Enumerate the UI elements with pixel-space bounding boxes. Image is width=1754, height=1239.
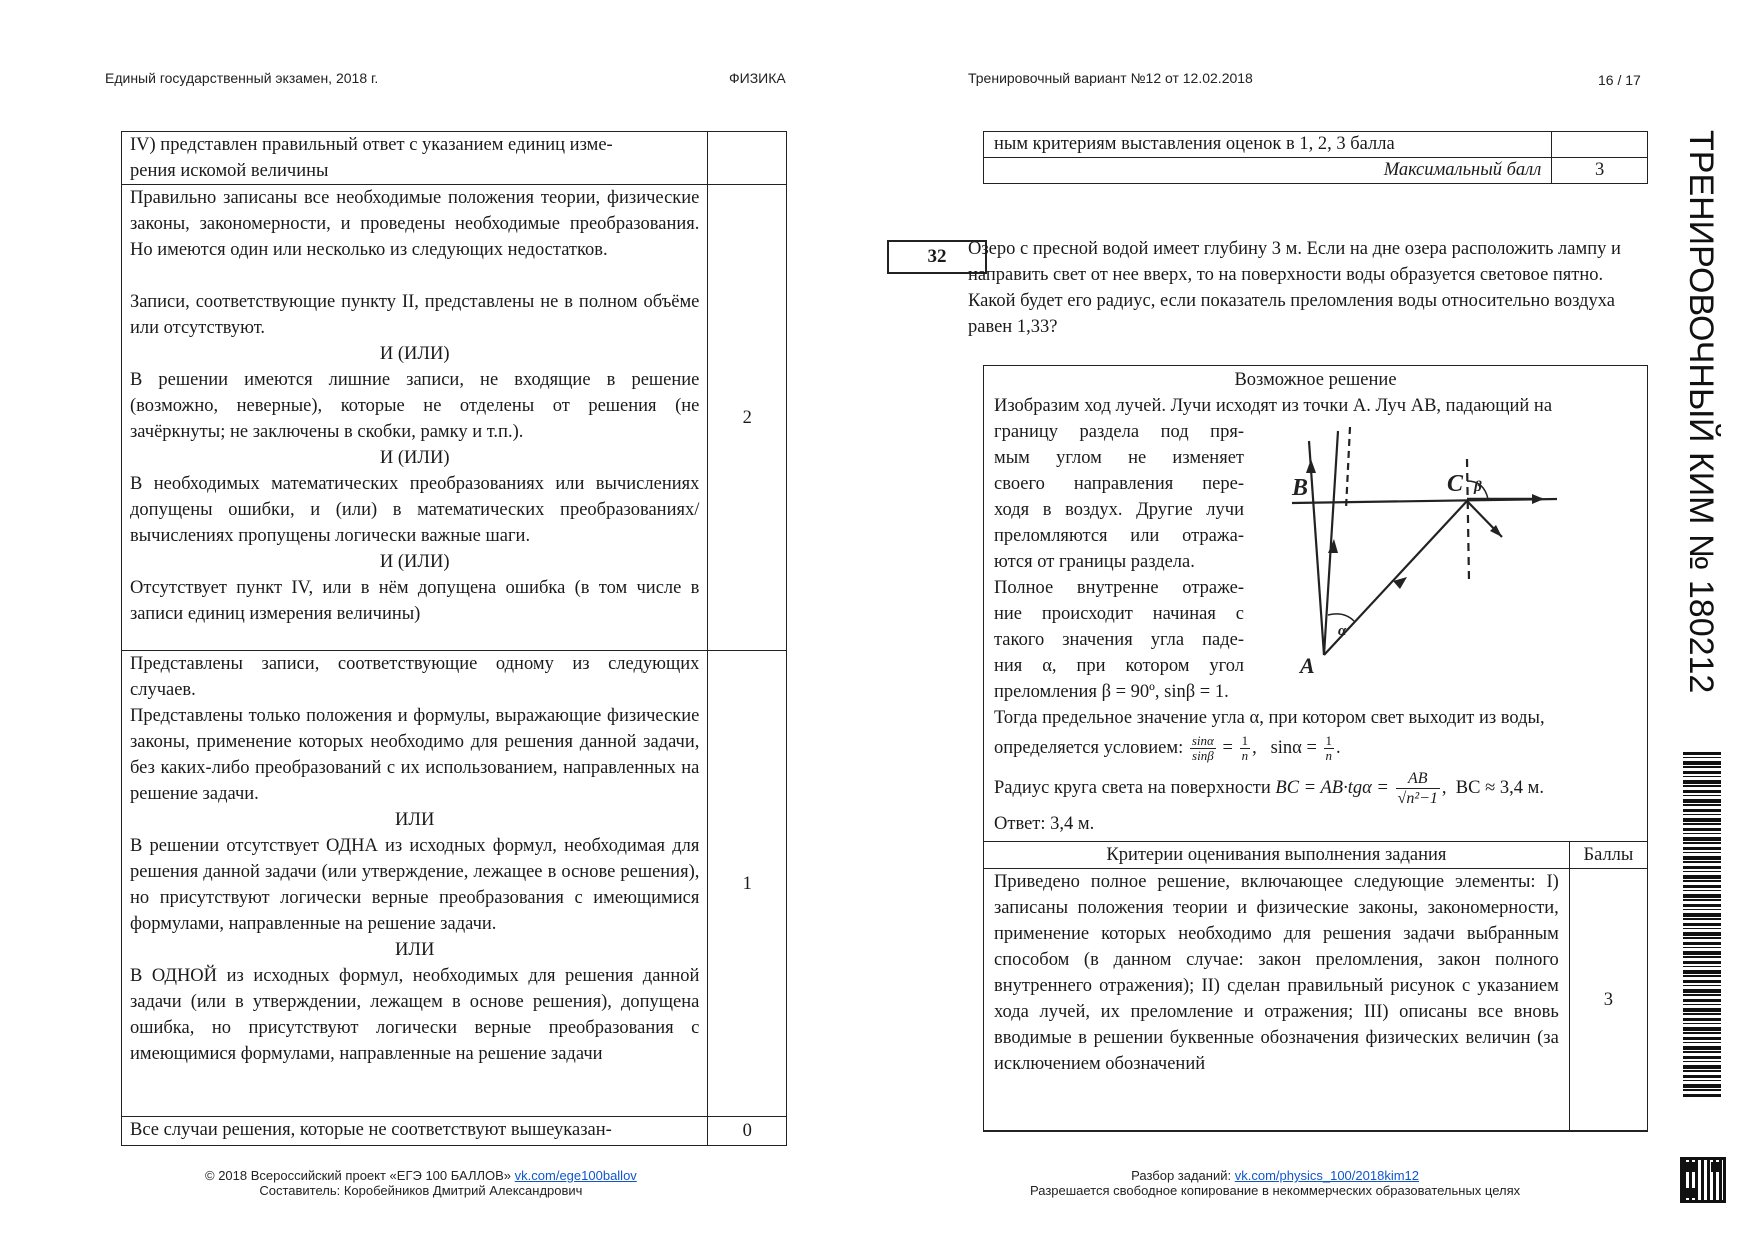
text-line: ние происходит начиная с — [994, 604, 1244, 624]
vertical-title — [1668, 130, 1738, 730]
criteria-cell — [122, 132, 708, 185]
score-cell: 1 — [708, 651, 787, 1117]
radius-formula: BC = AB·tgα = — [1275, 778, 1389, 798]
equals-sign: = — [1222, 738, 1233, 758]
normal-at-b — [1346, 427, 1350, 509]
max-score-value: 3 — [1552, 158, 1648, 184]
sin-alpha-eq: sinα = — [1270, 738, 1317, 758]
text-line: рения искомой величины — [130, 161, 329, 181]
paragraph: В ОДНОЙ из исходных формул, необходимых для решения данной задачи (или в утверждении, лежащем в основе решения), допущена ошибка, но присутствуют логически верные преобразования с имеющимися формулами, направленные на решение задачи — [130, 966, 700, 1064]
or-separator: ИЛИ — [395, 810, 435, 830]
footer-link-physics[interactable]: vk.com/physics_100/2018kim12 — [1234, 1168, 1419, 1183]
paragraph: Правильно записаны все необходимые положения теории, физические законы, закономерности, и проведены необходимые преобразования. Но имеются один или несколько из следующих недостатков. — [130, 188, 700, 260]
header-exam-title: Единый государственный экзамен, 2018 г. — [105, 70, 379, 86]
left-criteria-table — [121, 131, 787, 1146]
paragraph: В решении отсутствует ОДНА из исходных формул, необходимая для решения данной задачи (или утверждение, лежащее в основе решения), но присутствуют логически верные преобразования с имеющимися формулами, направленные на решение задачи. — [130, 836, 700, 934]
criteria-cell — [122, 185, 708, 651]
table-row — [122, 651, 787, 1117]
table-row — [984, 158, 1648, 184]
footer-copyright: © 2018 Всероссийский проект «ЕГЭ 100 БАЛЛОВ» — [205, 1168, 512, 1183]
table-row — [984, 869, 1648, 1131]
limit-condition-line: Тогда предельное значение угла α, при котором свет выходит из воды, — [994, 708, 1545, 728]
footer-author: Составитель: Коробейников Дмитрий Александрович — [259, 1183, 583, 1198]
arrow-icon — [1532, 494, 1544, 504]
text-line: своего направления пере- — [994, 474, 1244, 494]
text-line: границу раздела под пря- — [994, 422, 1244, 442]
criteria-cell — [122, 651, 708, 1117]
table-row — [122, 185, 787, 651]
text-line: ходя в воздух. Другие лучи — [994, 500, 1244, 520]
radius-prefix: Радиус круга света на поверхности — [994, 778, 1271, 798]
ray-diagram — [1262, 419, 1592, 681]
normal-at-c — [1467, 459, 1469, 581]
paragraph: Представлены записи, соответствующие одному из следующих случаев. — [130, 654, 700, 700]
ray-ab — [1309, 441, 1324, 655]
criteria-cell: Все случаи решения, которые не соответствуют вышеуказан- — [122, 1117, 708, 1146]
text-line: ния α, при котором угол — [994, 656, 1244, 676]
footer-review-label: Разбор заданий: — [1131, 1168, 1232, 1183]
table-row — [122, 132, 787, 185]
solution-first-line: Изобразим ход лучей. Лучи исходят из точки А. Луч АВ, падающий на — [994, 396, 1553, 416]
arrow-icon — [1328, 539, 1338, 553]
solution-side-text — [984, 419, 1254, 705]
table-row — [122, 1117, 787, 1146]
text-line: Полное внутренне отраже- — [994, 578, 1244, 598]
or-separator: И (ИЛИ) — [379, 344, 450, 364]
criteria-cell: Приведено полное решение, включающее следующие элементы: I) записаны положения теории и физические законы, закономерности, применение которых необходимо для решения задачи выбранным способом (в данном случае: закон преломления, закон полного внутреннего отражения); II) сделан правильный рисунок с указанием хода лучей, их преломление и отражения; III) описаны все вновь вводимые в решении буквенные обозначения физических величин (за исключением обозначений — [984, 869, 1570, 1131]
arrow-icon — [1306, 459, 1316, 473]
radius-fraction: $\frac{AB}{\text{√n²−1}}$ — [1397, 770, 1438, 808]
radius-result: BC ≈ 3,4 м. — [1455, 778, 1544, 798]
max-score-label: Максимальный балл — [984, 158, 1552, 184]
text-line: IV) представлен правильный ответ с указанием единиц изме- — [130, 135, 613, 155]
paragraph: В решении имеются лишние записи, не входящие в решение (возможно, неверные), которые не отделены от решения (не зачёркнуты; не заключены в скобки, рамку и т.п.). — [130, 370, 700, 442]
paragraph: Записи, соответствующие пункту II, представлены не в полном объёме или отсутствуют. — [130, 292, 700, 338]
qr-code — [1680, 1157, 1726, 1203]
label-alpha: α — [1338, 623, 1347, 639]
formula-line: определяется условием: $\frac{\sin\alpha}{\sin\beta}$ = $\frac{1}{n}$ , sinα = $\frac{1}{n}$ . — [994, 733, 1341, 764]
evaluation-criteria-table — [983, 841, 1648, 1131]
solution-title: Возможное решение — [1234, 370, 1397, 390]
header-subject: ФИЗИКА — [729, 70, 786, 86]
answer: Ответ: 3,4 м. — [994, 814, 1095, 834]
criteria-header: Критерии оценивания выполнения задания — [984, 842, 1570, 869]
score-cell — [1552, 132, 1648, 158]
footer-license: Разрешается свободное копирование в некоммерческих образовательных целях — [1030, 1183, 1521, 1198]
paragraph: Представлены только положения и формулы, выражающие физические законы, применение которых необходимо для решения данной задачи, без каких-либо преобразований с их использованием, направленных на решение задачи. — [130, 706, 700, 804]
task-text: Озеро с пресной водой имеет глубину 3 м. Если на дне озера расположить лампу и направить свет от нее вверх, то на поверхности воды образуется световое пятно. Какой будет его радиус, если показатель преломления воды относительно воздуха равен 1,33? — [968, 239, 1621, 337]
ray-incident — [1324, 431, 1338, 655]
criteria-cell: ным критериям выставления оценок в 1, 2, 3 балла — [984, 132, 1552, 158]
page-number: 16 / 17 — [1598, 72, 1641, 88]
text-line: преломляются или отража- — [994, 526, 1244, 546]
formula-intro: определяется условием: — [994, 738, 1184, 758]
text-line: такого значения угла паде- — [994, 630, 1244, 650]
score-header: Баллы — [1569, 842, 1647, 869]
score-cell: 2 — [708, 185, 787, 651]
arrowheads — [1306, 459, 1544, 589]
fraction-one-over-n: $\frac{1}{n}$ — [1325, 733, 1333, 764]
label-a: A — [1300, 653, 1315, 678]
or-separator: И (ИЛИ) — [379, 552, 450, 572]
score-cell: 3 — [1569, 869, 1647, 1131]
footer-left — [205, 1168, 637, 1198]
label-beta: β — [1474, 479, 1482, 495]
text-line: мым углом не изменяет — [994, 448, 1244, 468]
text-line: преломления β = 90º, sinβ = 1. — [994, 682, 1229, 702]
text-line: ются от границы раздела. — [994, 552, 1195, 572]
barcode — [1683, 752, 1721, 1097]
score-cell: 0 — [708, 1117, 787, 1146]
label-c: C — [1447, 471, 1464, 497]
footer-link-ege[interactable]: vk.com/ege100ballov — [514, 1168, 637, 1183]
vertical-title-text: ТРЕНИРОВОЧНЫЙ КИМ № 180212 — [1682, 130, 1720, 694]
score-cell — [708, 132, 787, 185]
or-separator: ИЛИ — [395, 940, 435, 960]
paragraph: Отсутствует пункт IV, или в нём допущена ошибка (в том числе в записи единиц измерения величины) — [130, 578, 700, 624]
paragraph: В необходимых математических преобразованиях или вычислениях допущены ошибки, и (или) в математических преобразованиях/ вычислениях пропущены логически важные шаги. — [130, 474, 700, 546]
header-variant: Тренировочный вариант №12 от 12.02.2018 — [968, 70, 1253, 86]
task-number-box: 32 — [887, 240, 987, 274]
fraction-sin: $\frac{\sin\alpha}{\sin\beta}$ — [1191, 733, 1214, 764]
radius-line: Радиус круга света на поверхности BC = AB·tgα = $\frac{AB}{\text{√n²−1}}$ , BC ≈ 3,4 м. — [994, 770, 1544, 808]
table-row — [984, 842, 1648, 869]
label-b: B — [1292, 475, 1309, 501]
or-separator: И (ИЛИ) — [379, 448, 450, 468]
footer-right — [1030, 1168, 1520, 1198]
right-top-table — [983, 131, 1648, 184]
table-row — [984, 132, 1648, 158]
fraction-one-over-n: $\frac{1}{n}$ — [1241, 733, 1249, 764]
alpha-arc — [1328, 614, 1354, 621]
